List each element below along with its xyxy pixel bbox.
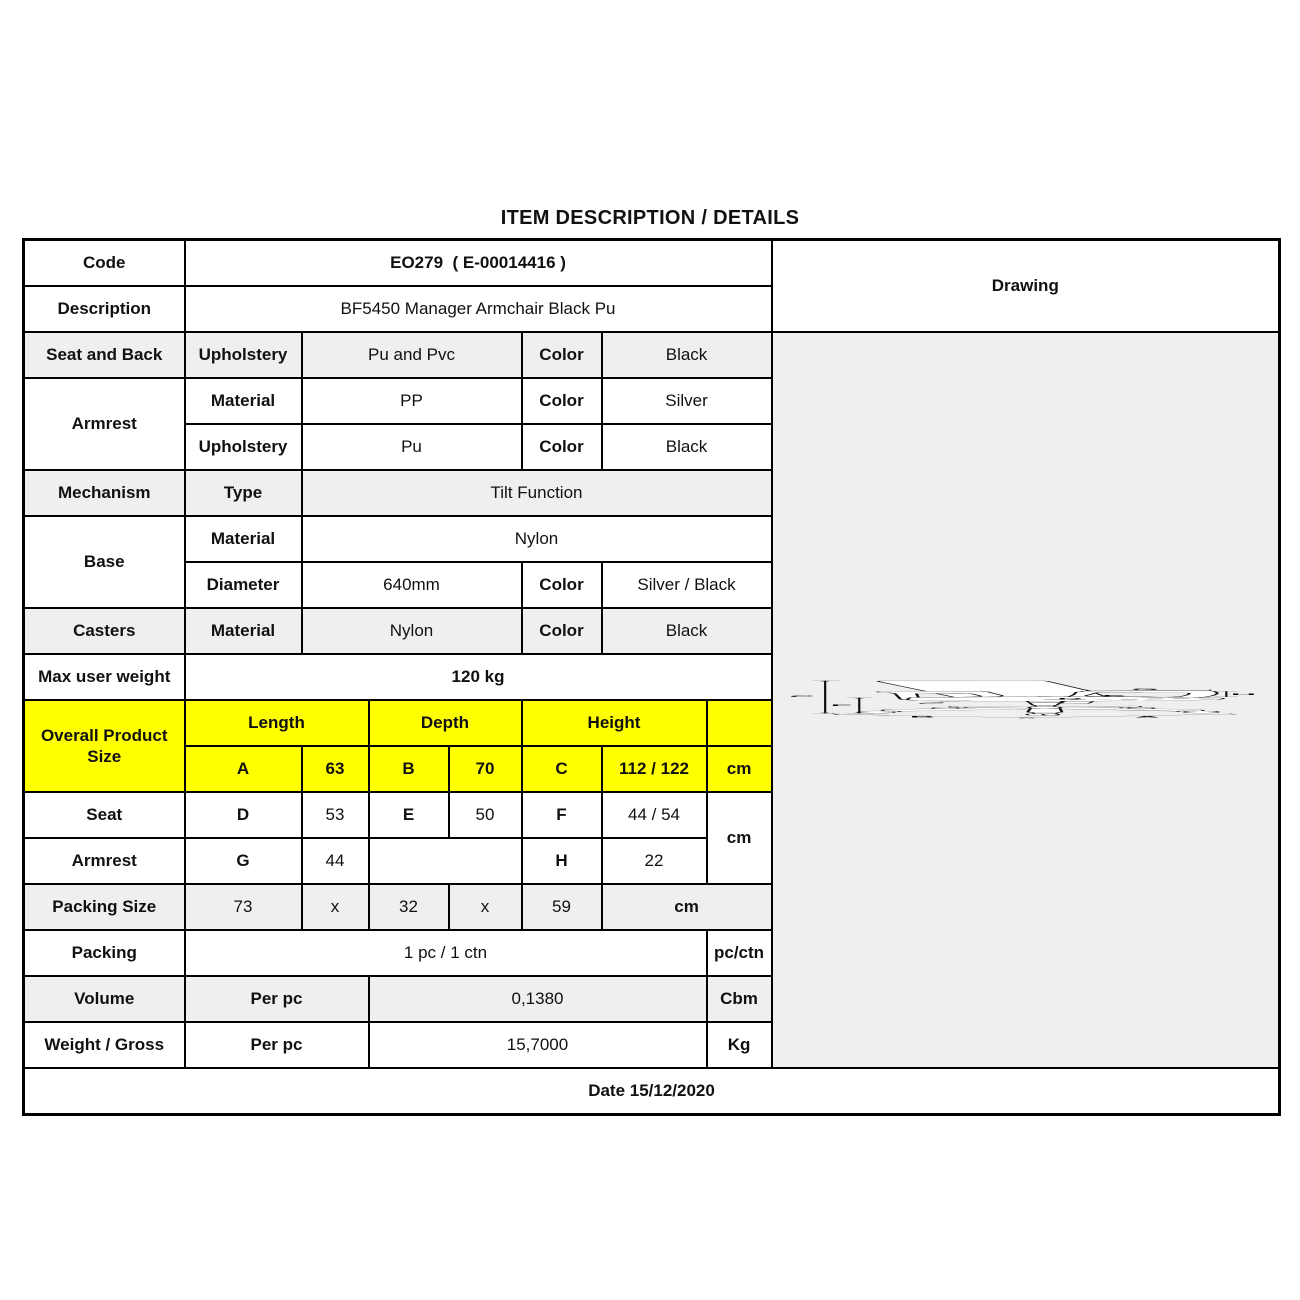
armrest-dims-label: Armrest (24, 838, 185, 884)
base-material-value: Nylon (302, 516, 772, 562)
seat-back-color-label: Color (522, 332, 602, 378)
row-code (24, 240, 1280, 287)
seat-dim-f: F (522, 792, 602, 838)
code-label: Code (24, 240, 185, 287)
caster-front-b (1042, 714, 1058, 716)
gas-cylinder-bottom (1033, 705, 1055, 706)
armrest-dim-h-value: 22 (602, 838, 707, 884)
packing-size-sep2: x (449, 884, 522, 930)
seat-dim-e: E (369, 792, 449, 838)
seat-dims-label: Seat (24, 792, 185, 838)
tilt-lever-paddle (917, 702, 946, 704)
packing-size-v1: 73 (185, 884, 302, 930)
weight-per: Per pc (185, 1022, 369, 1068)
drawing-label-d: D (1056, 697, 1083, 700)
drawing-label-c: C (788, 695, 815, 698)
code-value: EO279 ( E-00014416 ) (185, 240, 772, 287)
casters-color-value: Black (602, 608, 772, 654)
base-diameter-value: 640mm (302, 562, 522, 608)
armrest-dim-g-value: 44 (302, 838, 369, 884)
packing-size-v2: 32 (369, 884, 449, 930)
armrest-label: Armrest (24, 378, 185, 470)
drawing-cell (772, 332, 1280, 1068)
drawing-label-a: A (1133, 715, 1160, 719)
packing-unit: pc/ctn (707, 930, 772, 976)
drawing-header: Drawing (772, 240, 1280, 333)
row-date (24, 1068, 1280, 1115)
description-value: BF5450 Manager Armchair Black Pu (185, 286, 772, 332)
seat-dim-f-value: 44 / 54 (602, 792, 707, 838)
armrest-material-color-value: Silver (602, 378, 772, 424)
packing-size-unit: cm (602, 884, 772, 930)
base-diameter-color-value: Silver / Black (602, 562, 772, 608)
mechanism-attr: Type (185, 470, 302, 516)
overall-unit-spacer (707, 700, 772, 746)
caster-left (858, 711, 894, 713)
packing-value: 1 pc / 1 ctn (185, 930, 707, 976)
seat-dim-d-value: 53 (302, 792, 369, 838)
armrest-material-color-label: Color (522, 378, 602, 424)
max-weight-value: 120 kg (185, 654, 772, 700)
seat-back-value: Pu and Pvc (302, 332, 522, 378)
drawing-label-f: F (830, 704, 852, 707)
overall-size-label: Overall Product Size (24, 700, 185, 792)
armrest-upholstery-color-value: Black (602, 424, 772, 470)
caster-back-right (1128, 707, 1154, 709)
overall-height-header: Height (522, 700, 707, 746)
seat-back-color-value: Black (602, 332, 772, 378)
max-weight-label: Max user weight (24, 654, 185, 700)
packing-size-v3: 59 (522, 884, 602, 930)
base-diameter-attr: Diameter (185, 562, 302, 608)
armrest-upholstery-attr: Upholstery (185, 424, 302, 470)
base-hub (1028, 707, 1060, 709)
casters-color-label: Color (522, 608, 602, 654)
mechanism-value: Tilt Function (302, 470, 772, 516)
volume-per: Per pc (185, 976, 369, 1022)
seat-armrest-unit: cm (707, 792, 772, 884)
armrest-dim-g: G (185, 838, 302, 884)
base-material-attr: Material (185, 516, 302, 562)
overall-length-header: Length (185, 700, 369, 746)
overall-dim-a-value: 63 (302, 746, 369, 792)
base-diameter-color-label: Color (522, 562, 602, 608)
adjust-handle (1060, 701, 1093, 703)
seat-back-attr: Upholstery (185, 332, 302, 378)
packing-size-label: Packing Size (24, 884, 185, 930)
caster-right (1184, 711, 1218, 713)
casters-attr: Material (185, 608, 302, 654)
seat-back-label: Seat and Back (24, 332, 185, 378)
weight-value: 15,7000 (369, 1022, 707, 1068)
spec-table (22, 238, 1281, 1116)
overall-depth-header: Depth (369, 700, 522, 746)
overall-dim-c-value: 112 / 122 (602, 746, 707, 792)
gas-cylinder-mid (1029, 703, 1059, 705)
overall-dim-a: A (185, 746, 302, 792)
armrest-material-value: PP (302, 378, 522, 424)
weight-label: Weight / Gross (24, 1022, 185, 1068)
volume-value: 0,1380 (369, 976, 707, 1022)
armrest-upholstery-value: Pu (302, 424, 522, 470)
volume-label: Volume (24, 976, 185, 1022)
seat-dim-e-value: 50 (449, 792, 522, 838)
mechanism-label: Mechanism (24, 470, 185, 516)
drawing-label-g: G (1130, 687, 1159, 691)
overall-dim-b-value: 70 (449, 746, 522, 792)
armrest-upholstery-color-label: Color (522, 424, 602, 470)
overall-dim-b: B (369, 746, 449, 792)
overall-dim-c: C (522, 746, 602, 792)
description-label: Description (24, 286, 185, 332)
seat-dim-d: D (185, 792, 302, 838)
drawing-label-b: B (909, 715, 935, 719)
drawing-label-e: E (1101, 694, 1126, 697)
overall-unit: cm (707, 746, 772, 792)
chair-technical-drawing (773, 678, 1279, 722)
base-label: Base (24, 516, 185, 608)
armrest-dim-empty (369, 838, 522, 884)
page-title: ITEM DESCRIPTION / DETAILS (500, 207, 800, 229)
volume-unit: Cbm (707, 976, 772, 1022)
gas-cylinder-top (1026, 701, 1062, 703)
date-value: Date 15/12/2020 (24, 1068, 1280, 1115)
drawing-label-h: H (1230, 693, 1256, 696)
packing-size-sep1: x (302, 884, 369, 930)
base-leg-front (1027, 708, 1061, 712)
armrest-dim-h: H (522, 838, 602, 884)
caster-back-left (932, 707, 958, 709)
casters-value: Nylon (302, 608, 522, 654)
casters-label: Casters (24, 608, 185, 654)
row-seat-and-back (24, 332, 1280, 378)
packing-label: Packing (24, 930, 185, 976)
weight-unit: Kg (707, 1022, 772, 1068)
armrest-material-attr: Material (185, 378, 302, 424)
